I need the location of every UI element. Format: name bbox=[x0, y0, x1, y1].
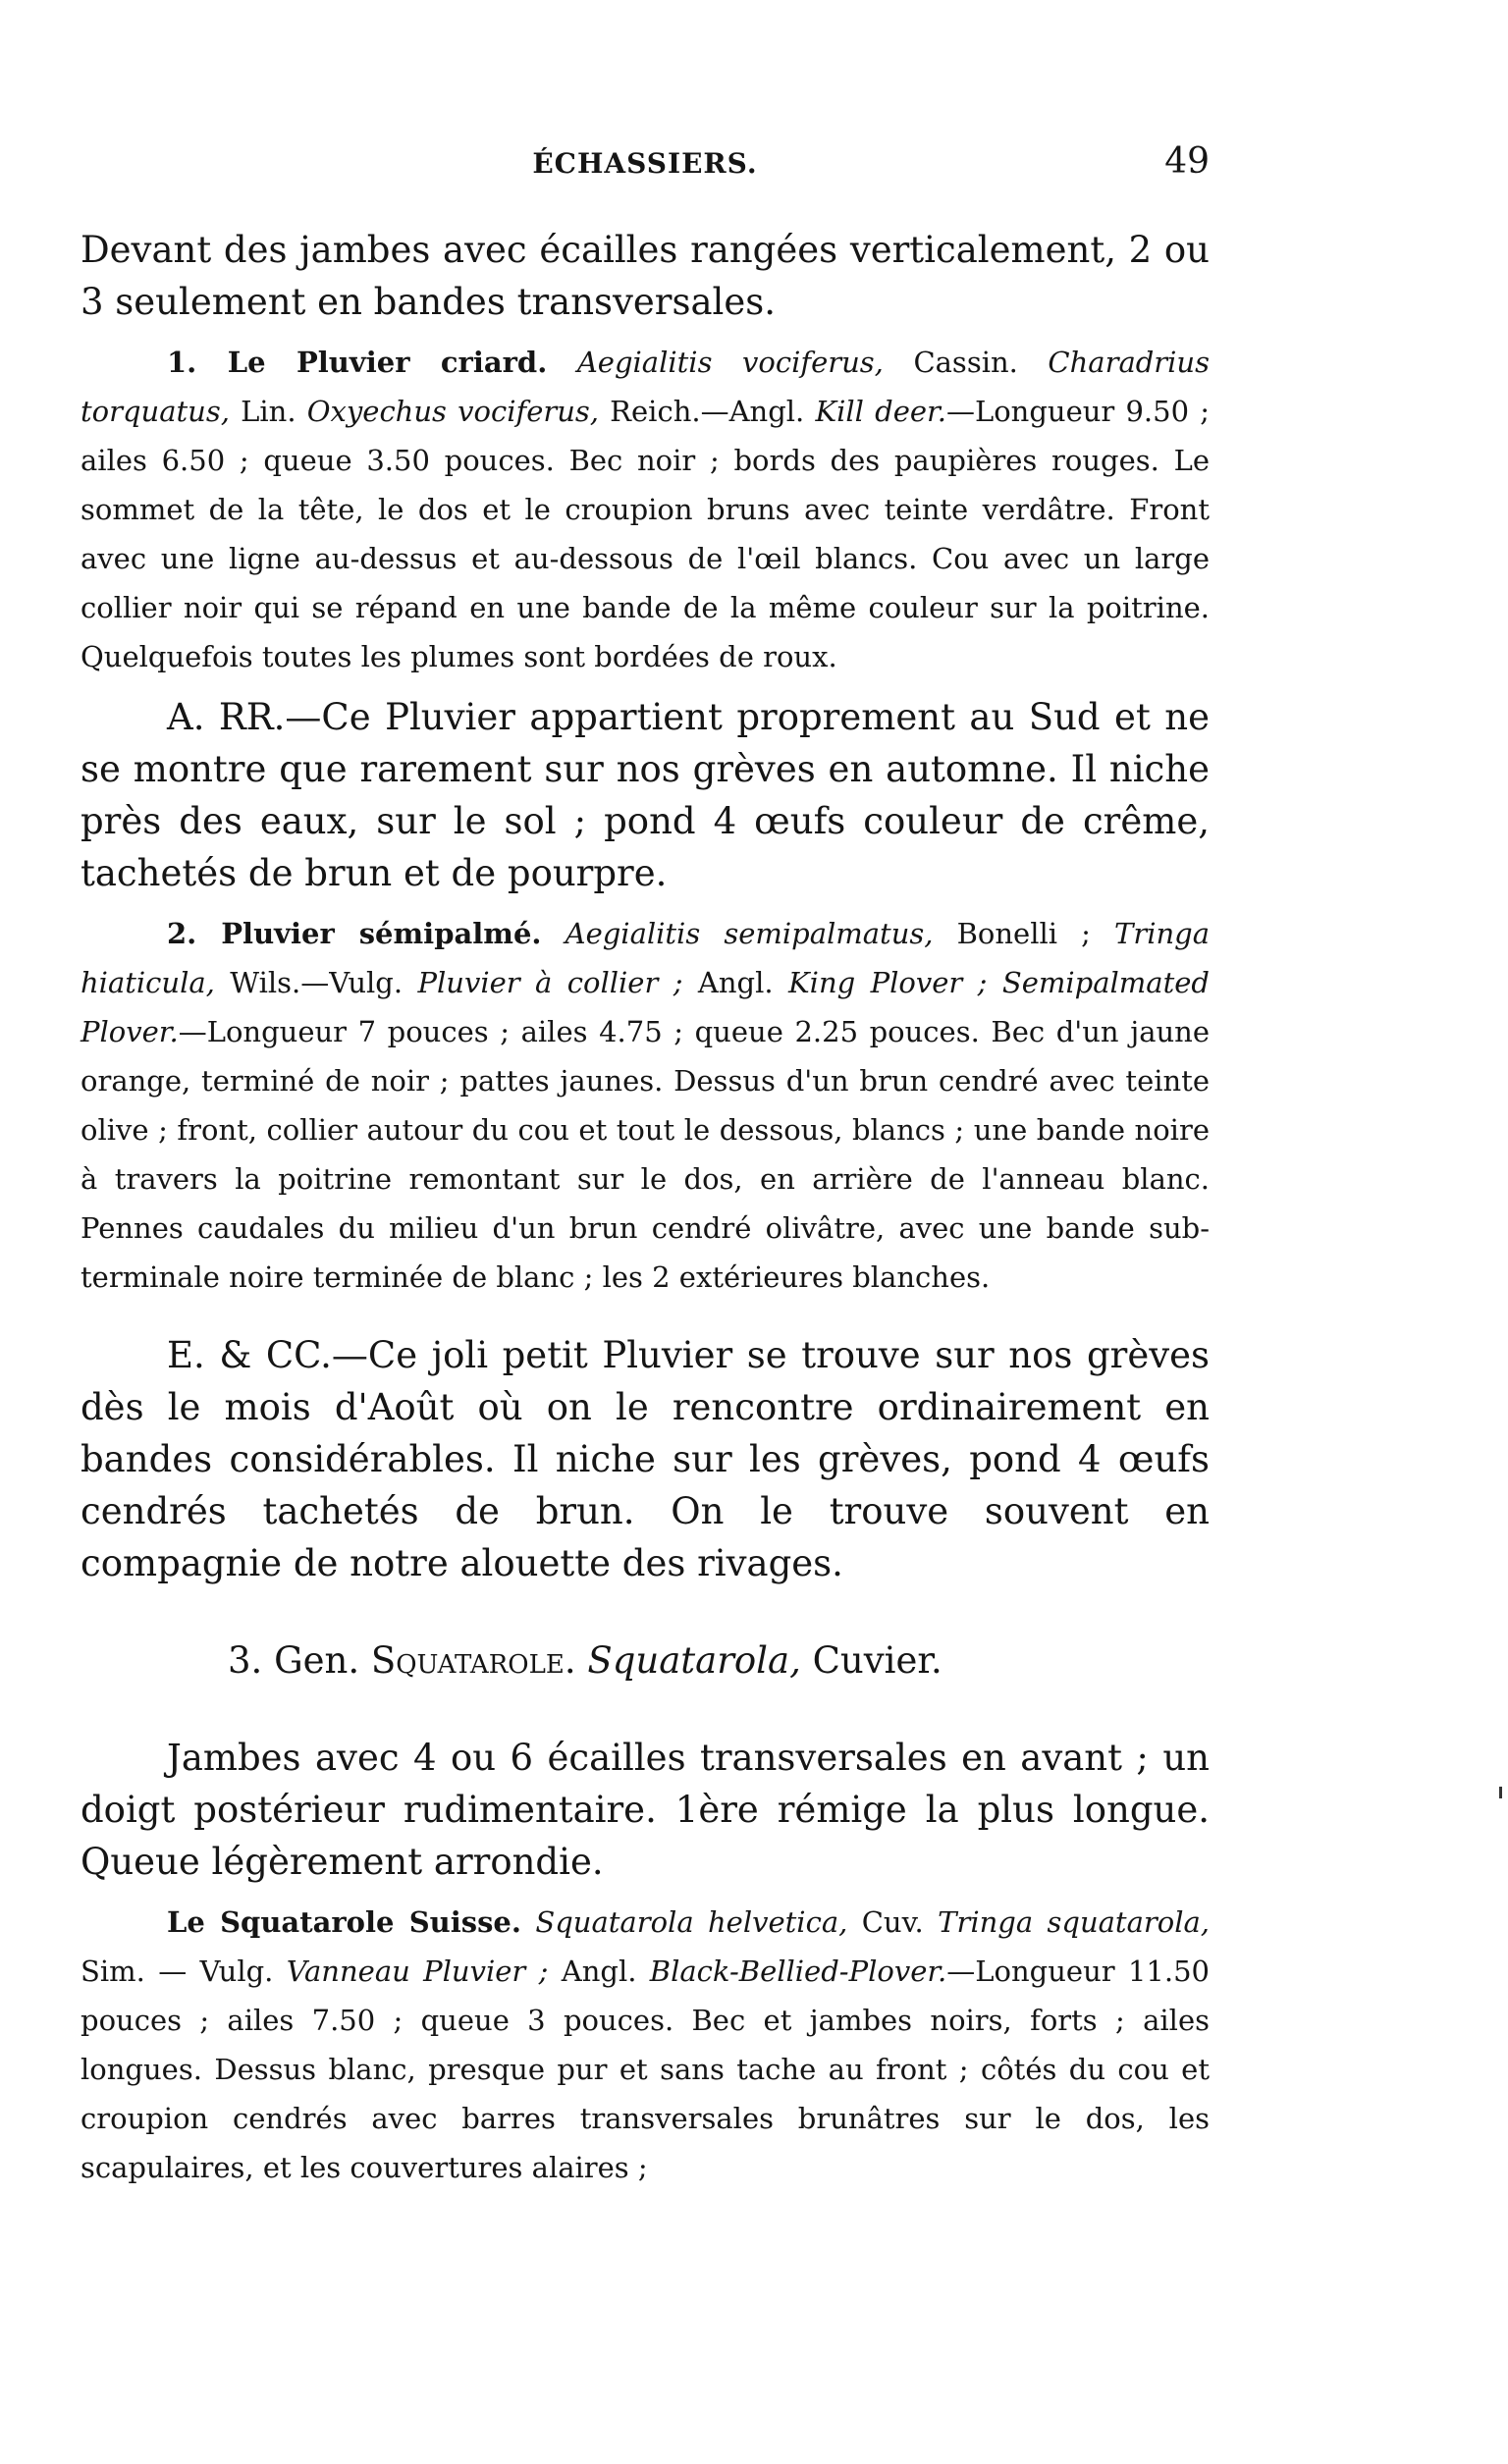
text: Lin. bbox=[229, 395, 307, 428]
english-name: Black-Bellied-Plover. bbox=[649, 1955, 947, 1988]
text: Sim. — Vulg. bbox=[81, 1955, 287, 1988]
synonym: Charadrius torquatus, bbox=[81, 346, 1210, 428]
text: Angl. bbox=[548, 1955, 650, 1988]
synonym: Oxyechus vociferus, bbox=[306, 395, 599, 428]
vulgar-name: Pluvier à collier ; bbox=[417, 966, 683, 999]
running-header bbox=[81, 141, 1210, 196]
genus-heading bbox=[81, 1634, 1210, 1687]
scientific-name: Aegialitis vociferus, bbox=[576, 346, 884, 379]
text: Wils.—Vulg. bbox=[214, 966, 418, 999]
text: Reich.—Angl. bbox=[599, 395, 816, 428]
vulgar-name: Vanneau Pluvier ; bbox=[286, 1955, 549, 1988]
page-body bbox=[81, 224, 1210, 2192]
species-entry-pluvier-criard bbox=[81, 338, 1210, 681]
scientific-name: Squatarola helvetica, bbox=[535, 1905, 848, 1939]
english-name: Kill deer. bbox=[815, 395, 946, 428]
paragraph-habitat-2: E. & CC.—Ce joli petit Pluvier se trouve sur nos grèves dès le mois d'Août où on le rencontre ordinairement en bandes considérables. Il niche sur les grèves, pond 4 œufs cendrés tachetés de brun. On le trouve souvent en compagnie de notre alouette des rivages. bbox=[81, 1334, 1210, 1584]
synonym: Tringa squatarola, bbox=[938, 1905, 1210, 1939]
species-entry-squatarole-suisse bbox=[81, 1898, 1210, 2192]
genus-number: 3. Gen. bbox=[228, 1639, 371, 1682]
description: —Longueur 11.50 pouces ; ailes 7.50 ; queue 3 pouces. Bec et jambes noirs, forts ; ailes longues. Dessus blanc, presque pur et sans tache au front ; côtés du cou et croupion cendrés avec barres transversales brunâtres sur le dos, les scapulaires, et les couvertures alaires ; bbox=[81, 1955, 1210, 2184]
paragraph-genus-description: Jambes avec 4 ou 6 écailles transversales en avant ; un doigt postérieur rudimentaire. 1ère rémige la plus longue. Queue légèrement arrondie. bbox=[81, 1737, 1210, 1883]
english-name: King Plover ; Semipalmated Plover. bbox=[81, 966, 1210, 1048]
species-entry-pluvier-semipalme bbox=[81, 909, 1210, 1302]
genus-scientific-name: Squatarola, bbox=[587, 1639, 801, 1682]
description: —Longueur 9.50 ; ailes 6.50 ; queue 3.50 pouces. Bec noir ; bords des paupières rouges. Le sommet de la tête, le dos et le croupion bruns avec teinte verdâtre. Front avec une ligne au-dessus et au-dessous de l'œil blancs. Cou avec un large collier noir qui se répand en une bande de la même couleur sur la poitrine. Quelquefois toutes les plumes sont bordées de roux. bbox=[81, 395, 1210, 673]
paragraph-habitat-1: A. RR.—Ce Pluvier appartient proprement au Sud et ne se montre que rarement sur nos grèves en automne. Il niche près des eaux, sur le sol ; pond 4 œufs couleur de crême, tachetés de brun et de pourpre. bbox=[81, 696, 1210, 894]
description: —Longueur 7 pouces ; ailes 4.75 ; queue 2.25 pouces. Bec d'un jaune orange, terminé de noir ; pattes jaunes. Dessus d'un brun cendré avec teinte olive ; front, collier autour du cou et tout le dessous, blancs ; une bande noire à travers la poitrine remontant sur le dos, en arrière de l'anneau blanc. Pennes caudales du milieu d'un brun cendré olivâtre, avec une bande sub-terminale noire terminée de blanc ; les 2 extérieures blanches. bbox=[81, 1015, 1210, 1294]
synonym: Tringa hiaticula, bbox=[81, 917, 1210, 999]
margin-speck bbox=[1499, 1787, 1502, 1798]
scientific-name: Aegialitis semipalmatus, bbox=[565, 917, 934, 950]
text: Angl. bbox=[682, 966, 789, 999]
species-name: Le Squatarole Suisse. bbox=[167, 1905, 521, 1939]
running-title: ÉCHASSIERS. bbox=[532, 147, 758, 180]
text: Cuv. bbox=[847, 1905, 939, 1939]
genus-author: Cuvier. bbox=[800, 1639, 942, 1682]
text: Bonelli ; bbox=[933, 917, 1114, 950]
paragraph-leg-description: Devant des jambes avec écailles rangées verticalement, 2 ou 3 seulement en bandes transversales. bbox=[81, 229, 1210, 323]
species-name: 2. Pluvier sémipalmé. bbox=[167, 917, 542, 950]
species-name: 1. Le Pluvier criard. bbox=[167, 346, 548, 379]
page-number: 49 bbox=[1164, 141, 1210, 182]
text: Cassin. bbox=[883, 346, 1049, 379]
genus-name: Squatarole. bbox=[370, 1639, 576, 1682]
